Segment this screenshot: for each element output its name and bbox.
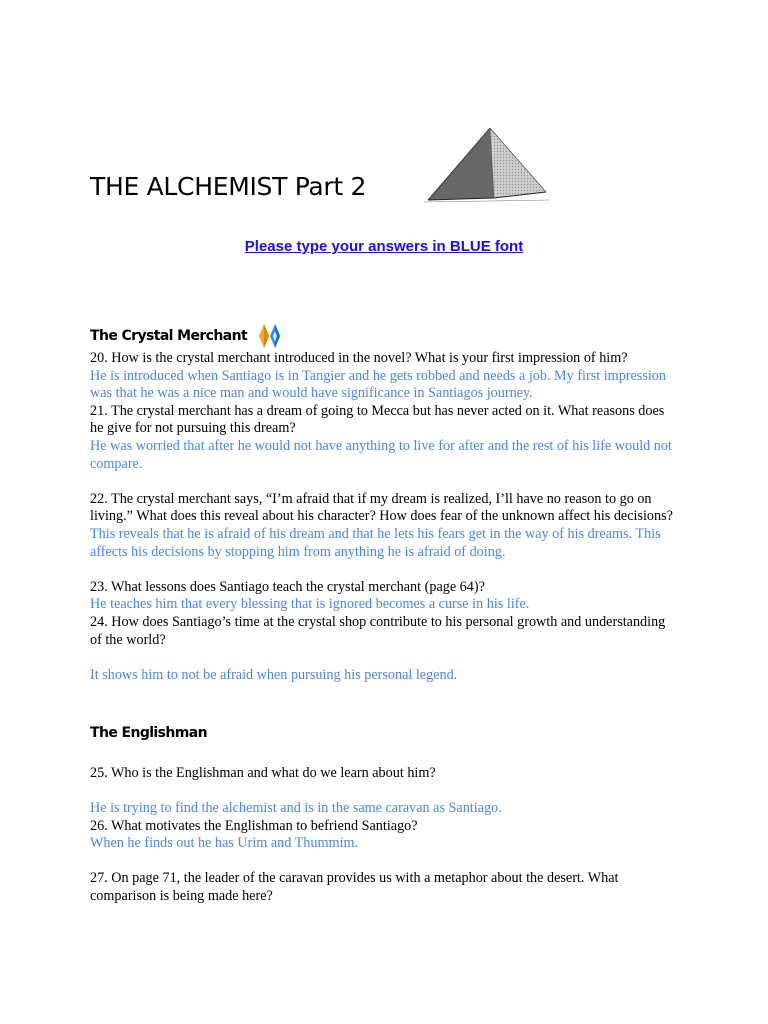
answer-22: This reveals that he is afraid of his dream and that he lets his fears get in the way of his dreams. This affects his decisions by stopping him from anything he is afraid of doing. — [90, 525, 661, 560]
answer-20: He is introduced when Santiago is in Tangier and he gets robbed and needs a job. My first impression was that he was a nice man and would have significance in Santiagos journey. — [90, 367, 666, 402]
question-24: 24. How does Santiago’s time at the crystal shop contribute to his personal growth and understanding of the world? — [90, 613, 666, 648]
question-25: 25. Who is the Englishman and what do we learn about him? — [90, 764, 436, 781]
question-27: 27. On page 71, the leader of the caravan provides us with a metaphor about the desert. What comparison is being made here? — [90, 870, 619, 905]
question-21: 21. The crystal merchant has a dream of going to Mecca but has never acted on it. What reasons does he give for not pursuing this dream? — [90, 402, 665, 437]
answer-24: It shows him to not be afraid when pursuing his personal legend. — [90, 666, 458, 683]
spacer — [90, 649, 680, 667]
spacer — [90, 561, 680, 579]
spacer — [90, 684, 680, 719]
spacer — [90, 747, 680, 765]
section-heading-text: The Englishman — [90, 725, 207, 742]
section-heading-text: The Crystal Merchant — [90, 328, 248, 344]
question-26: 26. What motivates the Englishman to befriend Santiago? — [90, 817, 418, 834]
spacer — [90, 782, 680, 800]
spacer — [90, 473, 680, 491]
question-23: 23. What lessons does Santiago teach the crystal merchant (page 64)? — [90, 578, 485, 595]
answer-21: He was worried that after he would not have anything to live for after and the rest of his life would not compare. — [90, 437, 672, 472]
document-content — [90, 322, 680, 906]
document-title: THE ALCHEMIST Part 2 — [90, 172, 367, 201]
answer-25: He is trying to find the alchemist and is in the same caravan as Santiago. — [90, 800, 502, 817]
question-22: 22. The crystal merchant says, “I’m afraid that if my dream is realized, I’ll have no reason to go on living.” What does this reveal about his character? How does fear of the unknown affect his decisions? — [90, 490, 673, 525]
section-heading-englishman — [90, 719, 680, 747]
question-20: 20. How is the crystal merchant introduced in the novel? What is your first impression of him? — [90, 350, 628, 366]
spacer — [90, 853, 680, 871]
title-row — [90, 120, 650, 210]
crystal-gems-icon — [257, 322, 283, 350]
pyramid-icon — [424, 126, 550, 206]
answer-26: When he finds out he has Urim and Thummim. — [90, 835, 359, 852]
instruction-link: Please type your answers in BLUE font — [244, 238, 524, 255]
answer-23: He teaches him that every blessing that is ignored becomes a curse in his life. — [90, 596, 530, 613]
section-heading-crystal-merchant — [90, 322, 680, 350]
